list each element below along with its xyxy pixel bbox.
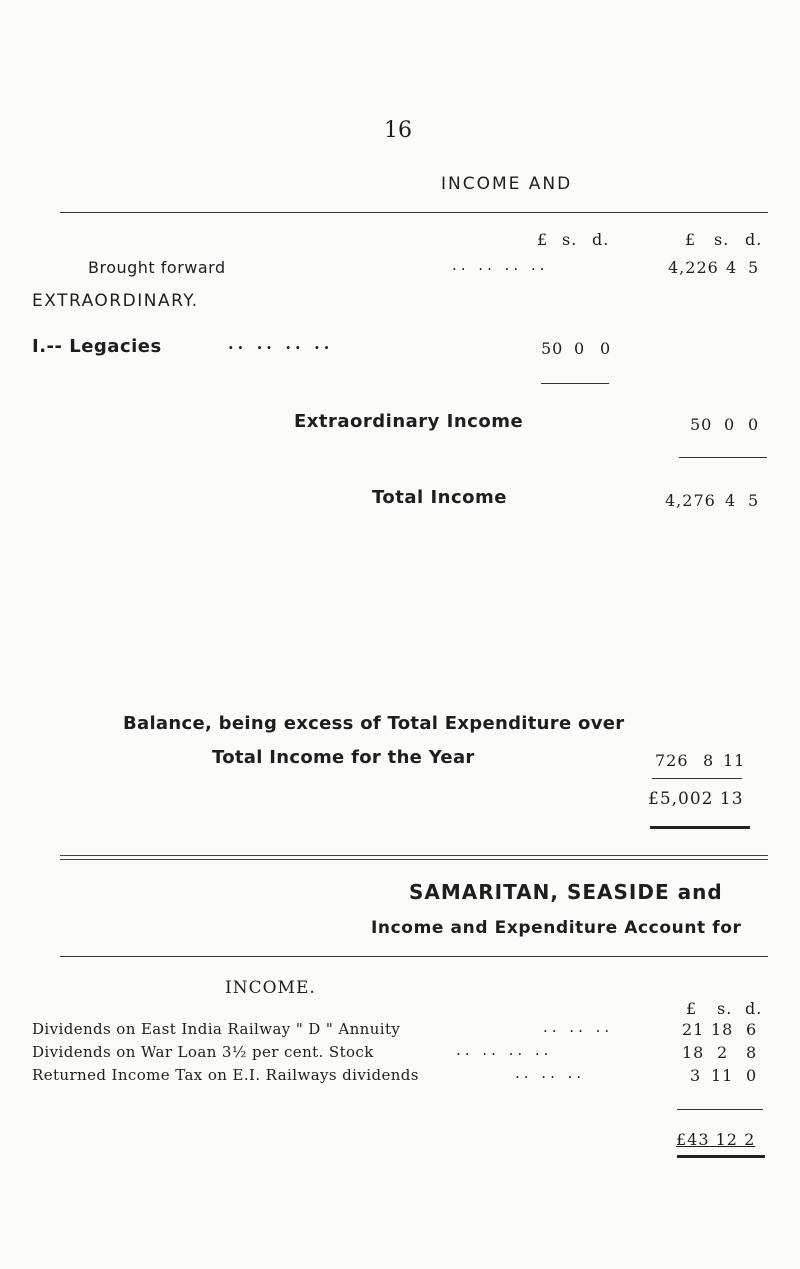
brought-forward-pence: 5 (748, 258, 760, 277)
s2-col-header-shillings: s. (717, 999, 733, 1018)
section2-sum-rule (677, 1109, 763, 1110)
total-income-pounds: 4,276 (665, 491, 716, 510)
top-rule (60, 212, 768, 213)
legacies-pence: 0 (600, 339, 612, 358)
col-header-pounds: £ (537, 230, 549, 249)
income-row-label: Dividends on War Loan 3½ per cent. Stock (32, 1043, 374, 1061)
grand-total-double-rule (650, 826, 750, 829)
page-number: 16 (384, 118, 412, 143)
brought-forward-dots: .. .. .. .. (452, 256, 549, 274)
income-row-shillings: 11 (711, 1066, 734, 1085)
extraordinary-income-pence: 0 (748, 415, 760, 434)
legacies-label: I.-- Legacies (32, 336, 162, 357)
total-income-label: Total Income (372, 487, 507, 508)
income-row-pounds: 21 (682, 1020, 705, 1039)
section-separator (60, 855, 768, 860)
extraordinary-income-label: Extraordinary Income (294, 411, 524, 432)
running-head: INCOME AND (441, 174, 573, 194)
s2-col-header-pounds: £ (686, 999, 698, 1018)
legacies-pounds: 50 (541, 339, 564, 358)
income-row-dots: .. .. .. (543, 1018, 614, 1036)
balance-pounds: 726 (655, 751, 689, 770)
income-row-shillings: 2 (717, 1043, 729, 1062)
col-header-pounds-2: £ (685, 230, 697, 249)
income-row-pence: 0 (746, 1066, 758, 1085)
col-header-shillings: s. (562, 230, 578, 249)
income-row-dots: .. .. .. .. (456, 1041, 553, 1059)
income-row-pounds: 3 (690, 1066, 702, 1085)
section2-title: SAMARITAN, SEASIDE and (409, 880, 723, 904)
legacies-shillings: 0 (574, 339, 586, 358)
extraordinary-income-pounds: 50 (690, 415, 713, 434)
balance-line-1: Balance, being excess of Total Expenditure over (123, 713, 625, 734)
total-income-pence: 5 (748, 491, 760, 510)
section2-subtitle: Income and Expenditure Account for (371, 918, 742, 938)
income-row-label: Dividends on East India Railway " D " Annuity (32, 1020, 401, 1038)
income-row-pounds: 18 (682, 1043, 705, 1062)
income-heading: INCOME. (225, 978, 316, 998)
brought-forward-shillings: 4 (726, 258, 738, 277)
income-row-dots: .. .. .. (515, 1064, 586, 1082)
income-row-label: Returned Income Tax on E.I. Railways dividends (32, 1066, 419, 1084)
legacies-sum-rule (541, 383, 609, 384)
section2-total: £43 12 2 (676, 1130, 756, 1149)
balance-line-2: Total Income for the Year (212, 747, 475, 768)
col-header-pence: d. (592, 230, 610, 249)
brought-forward-pounds: 4,226 (668, 258, 719, 277)
balance-shillings: 8 (703, 751, 715, 770)
balance-pence: 11 (723, 751, 746, 770)
col-header-shillings-2: s. (714, 230, 730, 249)
extraordinary-sum-rule (679, 457, 767, 458)
s2-col-header-pence: d. (745, 999, 763, 1018)
col-header-pence-2: d. (745, 230, 763, 249)
extraordinary-heading: EXTRAORDINARY. (32, 291, 199, 311)
legacies-dots: .. .. .. .. (228, 334, 334, 353)
balance-sum-rule (652, 778, 742, 779)
total-income-shillings: 4 (725, 491, 737, 510)
section2-top-rule (60, 956, 768, 957)
extraordinary-income-shillings: 0 (724, 415, 736, 434)
income-row-shillings: 18 (711, 1020, 734, 1039)
section2-total-double-rule (677, 1155, 765, 1158)
brought-forward-label: Brought forward (88, 258, 226, 277)
grand-total: £5,002 13 (648, 789, 744, 809)
income-row-pence: 6 (746, 1020, 758, 1039)
income-row-pence: 8 (746, 1043, 758, 1062)
